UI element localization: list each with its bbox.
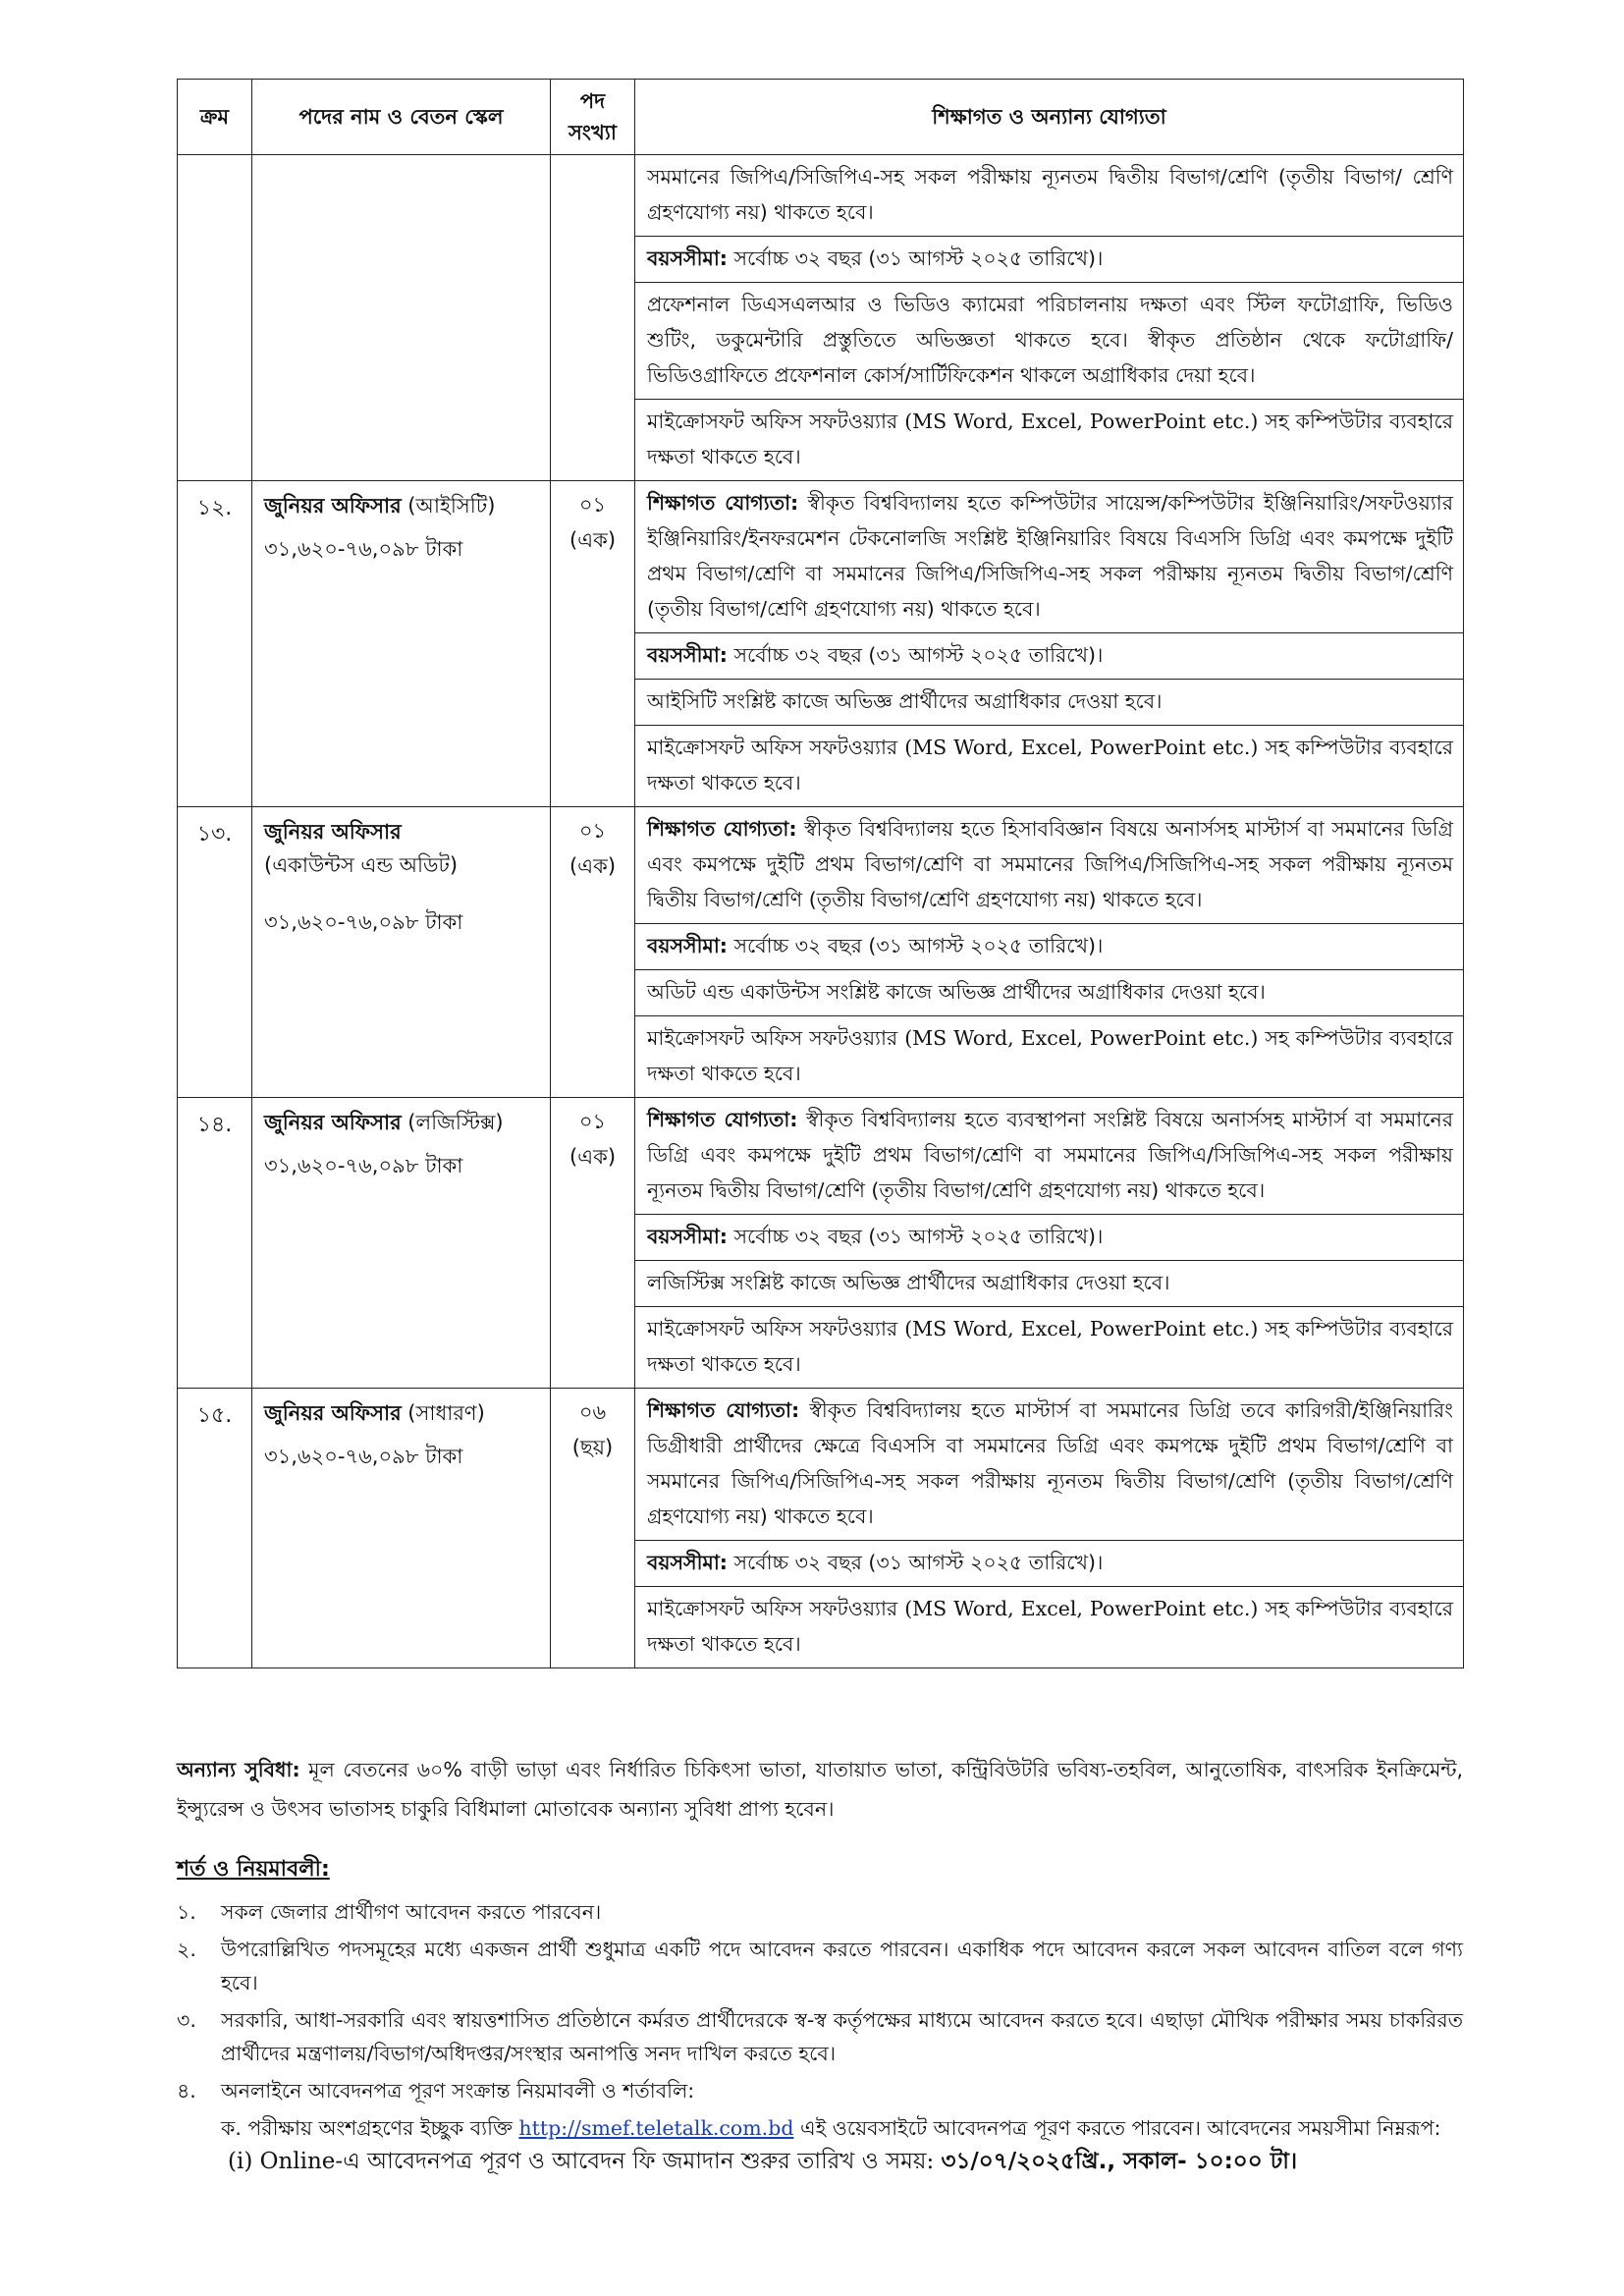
terms-title: শর্ত ও নিয়মাবলী: xyxy=(177,1857,330,1882)
age-limit-label: বয়সসীমা: xyxy=(647,1551,728,1574)
deadline-date: ৩১/০৭/২০২৫খ্রি., সকাল- ১০:০০ টা। xyxy=(941,2149,1298,2174)
list-item xyxy=(177,1933,1463,1999)
pay-scale: ৩১,৬২০-৭৬,০৯৮ টাকা xyxy=(264,1154,463,1177)
education-label: শিক্ষাগত যোগ্যতা: xyxy=(647,491,799,515)
age-limit xyxy=(635,1215,1463,1261)
computer-skill-a: মাইক্রোসফট অফিস সফটওয়্যার xyxy=(647,1317,905,1340)
post-count-word: (এক) xyxy=(568,854,617,878)
computer-skill xyxy=(635,1016,1463,1097)
post-subname: (একাউন্টস এন্ড অডিট) xyxy=(264,853,459,877)
term-sub-item xyxy=(177,2111,1463,2145)
list-item xyxy=(177,1895,1463,1929)
term-text: সরকারি, আধা-সরকারি এবং স্বায়ত্তশাসিত প্রতিষ্ঠানে কর্মরত প্রার্থীদেরকে স্ব-স্ব কর্তৃপক্ষের মাধ্যমে আবেদন করতে হবে। এছাড়া মৌখিক পরীক্ষার সময় চাকরিরত প্রার্থীদের মন্ত্রণালয়/বিভাগ/অধিদপ্তর/সংস্থার অনাপত্তি সনদ দাখিল করতে হবে। xyxy=(221,2008,1463,2065)
cell-count xyxy=(551,155,635,481)
post-subname: (লজিস্টিক্স) xyxy=(401,1111,504,1134)
table-row xyxy=(178,481,1464,807)
cell-qualification xyxy=(635,807,1464,1098)
computer-skill-c: সহ কম্পিউটার ব্যবহারে দক্ষতা থাকতে হবে। xyxy=(647,1317,1453,1376)
cell-qualification xyxy=(635,1389,1464,1668)
computer-skill-c: সহ কম্পিউটার ব্যবহারে দক্ষতা থাকতে হবে। xyxy=(647,736,1453,794)
term-number: ১. xyxy=(177,1900,196,1924)
cell-count xyxy=(551,1098,635,1389)
preference-text: অডিট এন্ড একাউন্টস সংশ্লিষ্ট কাজে অভিজ্ঞ প্রার্থীদের অগ্রাধিকার দেওয়া হবে। xyxy=(635,970,1463,1016)
table-row xyxy=(178,1389,1464,1668)
list-item xyxy=(177,2074,1463,2107)
table-row xyxy=(178,1098,1464,1389)
post-count: ০১ xyxy=(578,493,607,517)
age-limit-text: সর্বোচ্চ ৩২ বছর (৩১ আগস্ট ২০২৫ তারিখে)। xyxy=(727,1225,1104,1248)
age-limit-text: সর্বোচ্চ ৩২ বছর (৩১ আগস্ট ২০২৫ তারিখে)। xyxy=(727,643,1104,667)
education-label: শিক্ষাগত যোগ্যতা: xyxy=(647,1398,800,1422)
table-row-continued xyxy=(178,155,1464,481)
cell-count xyxy=(551,1389,635,1668)
cell-qualification xyxy=(635,481,1464,807)
post-subname: (সাধারণ) xyxy=(401,1401,485,1425)
age-limit-label: বয়সসীমা: xyxy=(647,246,728,270)
application-website-link[interactable]: http://smef.teletalk.com.bd xyxy=(518,2116,794,2140)
header-qualification: শিক্ষাগত ও অন্যান্য যোগ্যতা xyxy=(635,80,1464,155)
post-name: জুনিয়র অফিসার xyxy=(264,1401,402,1425)
pay-scale: ৩১,৬২০-৭৬,০৯৮ টাকা xyxy=(264,910,463,934)
post-subname: (আইসিটি) xyxy=(401,494,496,518)
computer-skill-a: মাইক্রোসফট অফিস সফটওয়্যার xyxy=(647,736,905,759)
cell-serial xyxy=(178,155,252,481)
education-requirement xyxy=(635,807,1463,924)
computer-skill-c: সহ কম্পিউটার ব্যবহারে দক্ষতা থাকতে হবে। xyxy=(647,410,1453,468)
computer-skill xyxy=(635,400,1463,480)
computer-skill-b: (MS Word, Excel, PowerPoint etc.) xyxy=(904,1026,1259,1050)
term-number: ৩. xyxy=(177,2008,196,2032)
computer-skill-c: সহ কম্পিউটার ব্যবহারে দক্ষতা থাকতে হবে। xyxy=(647,1597,1453,1656)
experience-text: প্রফেশনাল ডিএসএলআর ও ভিডিও ক্যামেরা পরিচালনায় দক্ষতা এবং স্টিল ফটোগ্রাফি, ভিডিও শুটিং, ডকুমেন্টারি প্রস্তুতিতে অভিজ্ঞতা থাকতে হবে। স্বীকৃত প্রতিষ্ঠান থেকে ফটোগ্রাফি/ ভিডিওগ্রাফিতে প্রফেশনাল কোর্স/সার্টিফিকেশন থাকলে অগ্রাধিকার দেয়া হবে। xyxy=(635,283,1463,400)
term-text: উপরোল্লিখিত পদসমূহের মধ্যে একজন প্রার্থী শুধুমাত্র একটি পদে আবেদন করতে পারবেন। একাধিক পদে আবেদন করলে সকল আবেদন বাতিল বলে গণ্য হবে। xyxy=(221,1938,1463,1995)
computer-skill-a: মাইক্রোসফট অফিস সফটওয়্যার xyxy=(647,1026,905,1050)
education-text: স্বীকৃত বিশ্ববিদ্যালয় হতে হিসাববিজ্ঞান বিষয়ে অনার্সসহ মাস্টার্স বা সমমানের ডিগ্রি এবং কমপক্ষে দুইটি প্রথম বিভাগ/শ্রেণি বা সমমানের জিপিএ/সিজিপিএ-সহ সকল পরীক্ষায় ন্যূনতম দ্বিতীয় বিভাগ/শ্রেণি (তৃতীয় বিভাগ/শ্রেণি গ্রহণযোগ্য নয়) থাকতে হবে। xyxy=(647,817,1453,911)
post-count-word: (ছয়) xyxy=(571,1436,614,1459)
term-text: সকল জেলার প্রার্থীগণ আবেদন করতে পারবেন। xyxy=(221,1900,602,1924)
education-text: স্বীকৃত বিশ্ববিদ্যালয় হতে ব্যবস্থাপনা সংশ্লিষ্ট বিষয়ে অনার্সসহ মাস্টার্স বা সমমানের ডিগ্রি এবং কমপক্ষে দুইটি প্রথম বিভাগ/শ্রেণি বা সমমানের জিপিএ/সিজিপিএ-সহ সকল পরীক্ষায় ন্যূনতম দ্বিতীয় বিভাগ/শ্রেণি (তৃতীয় বিভাগ/শ্রেণি গ্রহণযোগ্য নয়) থাকতে হবে। xyxy=(647,1108,1453,1202)
computer-skill xyxy=(635,1307,1463,1388)
cell-count xyxy=(551,807,635,1098)
cell-serial: ১৫. xyxy=(178,1389,252,1668)
computer-skill xyxy=(635,726,1463,806)
age-limit-label: বয়সসীমা: xyxy=(647,643,728,667)
cell-serial: ১৩. xyxy=(178,807,252,1098)
table-row xyxy=(178,807,1464,1098)
computer-skill-b: (MS Word, Excel, PowerPoint etc.) xyxy=(904,410,1259,433)
post-name: জুনিয়র অফিসার xyxy=(264,494,402,518)
computer-skill xyxy=(635,1587,1463,1667)
age-limit-label: বয়সসীমা: xyxy=(647,1225,728,1248)
computer-skill-a: মাইক্রোসফট অফিস সফটওয়্যার xyxy=(647,410,905,433)
application-start-date xyxy=(177,2145,1463,2178)
header-count: পদ সংখ্যা xyxy=(551,80,635,155)
education-label: শিক্ষাগত যোগ্যতা: xyxy=(647,1108,798,1131)
education-text: স্বীকৃত বিশ্ববিদ্যালয় হতে কম্পিউটার সায়েন্স/কম্পিউটার ইঞ্জিনিয়ারিং/সফটওয়্যার ইঞ্জিনিয়ারিং/ইনফরমেশন টেকনোলজি সংশ্লিষ্ট ইঞ্জিনিয়ারিং বিষয়ে বিএসসি ডিগ্রি এবং কমপক্ষে দুইটি প্রথম বিভাগ/শ্রেণি বা সমমানের জিপিএ/সিজিপিএ-সহ সকল পরীক্ষায় ন্যূনতম দ্বিতীয় বিভাগ/শ্রেণি (তৃতীয় বিভাগ/শ্রেণি গ্রহণযোগ্য নয়) থাকতে হবে। xyxy=(647,491,1453,621)
pay-scale: ৩১,৬২০-৭৬,০৯৮ টাকা xyxy=(264,1445,463,1468)
qualification-text: সমমানের জিপিএ/সিজিপিএ-সহ সকল পরীক্ষায় ন্যূনতম দ্বিতীয় বিভাগ/শ্রেণি (তৃতীয় বিভাগ/ শ্রেণি গ্রহণযোগ্য নয়) থাকতে হবে। xyxy=(635,155,1463,237)
age-limit xyxy=(635,237,1463,283)
education-requirement xyxy=(635,481,1463,633)
age-limit-label: বয়সসীমা: xyxy=(647,934,728,957)
computer-skill-b: (MS Word, Excel, PowerPoint etc.) xyxy=(904,1597,1259,1620)
other-benefits-label: অন্যান্য সুবিধা: xyxy=(177,1758,300,1781)
cell-post xyxy=(252,1389,551,1668)
age-limit-text: সর্বোচ্চ ৩২ বছর (৩১ আগস্ট ২০২৫ তারিখে)। xyxy=(727,1551,1104,1574)
preference-text: আইসিটি সংশ্লিষ্ট কাজে অভিজ্ঞ প্রার্থীদের অগ্রাধিকার দেওয়া হবে। xyxy=(635,680,1463,726)
header-post: পদের নাম ও বেতন স্কেল xyxy=(252,80,551,155)
age-limit-text: সর্বোচ্চ ৩২ বছর (৩১ আগস্ট ২০২৫ তারিখে)। xyxy=(727,246,1104,270)
cell-qualification xyxy=(635,1098,1464,1389)
post-count: ০১ xyxy=(578,1110,607,1133)
cell-qualification xyxy=(635,155,1464,481)
computer-skill-a: মাইক্রোসফট অফিস সফটওয়্যার xyxy=(647,1597,905,1620)
term-number: ২. xyxy=(177,1938,196,1961)
post-count-word: (এক) xyxy=(568,528,617,552)
cell-serial: ১৪. xyxy=(178,1098,252,1389)
deadline-text: (i) Online-এ আবেদনপত্র পূরণ ও আবেদন ফি জমাদান শুরুর তারিখ ও সময়: xyxy=(228,2149,942,2174)
age-limit xyxy=(635,924,1463,970)
other-benefits-text: মূল বেতনের ৬০% বাড়ী ভাড়া এবং নির্ধারিত চিকিৎসা ভাতা, যাতায়াত ভাতা, কন্ট্রিবিউটরি ভবিষ্য-তহবিল, আনুতোষিক, বাৎসরিক ইনক্রিমেন্ট, ইন্স্যুরেন্স ও উৎসব ভাতাসহ চাকুরি বিধিমালা মোতাবেক অন্যান্য সুবিধা প্রাপ্য হবেন। xyxy=(177,1758,1463,1821)
terms-list xyxy=(177,1895,1463,2178)
cell-serial: ১২. xyxy=(178,481,252,807)
post-count: ০৬ xyxy=(578,1400,607,1424)
term-sub-text-2: এই ওয়েবসাইটে আবেদনপত্র পূরণ করতে পারবেন। আবেদনের সময়সীমা নিম্নরূপ: xyxy=(793,2116,1441,2140)
computer-skill-c: সহ কম্পিউটার ব্যবহারে দক্ষতা থাকতে হবে। xyxy=(647,1026,1453,1085)
job-table xyxy=(177,79,1464,1668)
other-benefits xyxy=(177,1750,1463,1829)
cell-count xyxy=(551,481,635,807)
age-limit xyxy=(635,1541,1463,1587)
education-text: স্বীকৃত বিশ্ববিদ্যালয় হতে মাস্টার্স বা সমমানের ডিগ্রি তবে কারিগরী/ইঞ্জিনিয়ারিং ডিগ্রীধারী প্রার্থীদের ক্ষেত্রে বিএসসি বা সমমানের ডিগ্রি এবং কমপক্ষে দুইটি প্রথম বিভাগ/শ্রেণি বা সমমানের জিপিএ/সিজিপিএ-সহ সকল পরীক্ষায় ন্যূনতম দ্বিতীয় বিভাগ/শ্রেণি (তৃতীয় বিভাগ/শ্রেণি গ্রহণযোগ্য নয়) থাকতে হবে। xyxy=(647,1398,1453,1528)
cell-post xyxy=(252,155,551,481)
term-sub-text: ক. পরীক্ষায় অংশগ্রহণের ইচ্ছুক ব্যক্তি xyxy=(221,2116,519,2140)
cell-post xyxy=(252,807,551,1098)
preference-text: লজিস্টিক্স সংশ্লিষ্ট কাজে অভিজ্ঞ প্রার্থীদের অগ্রাধিকার দেওয়া হবে। xyxy=(635,1261,1463,1307)
pay-scale: ৩১,৬২০-৭৬,০৯৮ টাকা xyxy=(264,537,463,561)
age-limit xyxy=(635,633,1463,680)
header-serial: ক্রম xyxy=(178,80,252,155)
computer-skill-b: (MS Word, Excel, PowerPoint etc.) xyxy=(904,1317,1259,1340)
age-limit-text: সর্বোচ্চ ৩২ বছর (৩১ আগস্ট ২০২৫ তারিখে)। xyxy=(727,934,1104,957)
list-item xyxy=(177,2003,1463,2070)
post-count: ০১ xyxy=(578,819,607,843)
term-text: অনলাইনে আবেদনপত্র পূরণ সংক্রান্ত নিয়মাবলী ও শর্তাবলি: xyxy=(221,2079,695,2103)
term-number: ৪. xyxy=(177,2079,196,2103)
education-requirement xyxy=(635,1389,1463,1541)
post-name: জুনিয়র অফিসার xyxy=(264,820,402,844)
education-label: শিক্ষাগত যোগ্যতা: xyxy=(647,817,797,841)
education-requirement xyxy=(635,1098,1463,1215)
post-name: জুনিয়র অফিসার xyxy=(264,1111,402,1134)
computer-skill-b: (MS Word, Excel, PowerPoint etc.) xyxy=(904,736,1259,759)
table-header-row xyxy=(178,80,1464,155)
cell-post xyxy=(252,1098,551,1389)
cell-post xyxy=(252,481,551,807)
post-count-word: (এক) xyxy=(568,1145,617,1169)
